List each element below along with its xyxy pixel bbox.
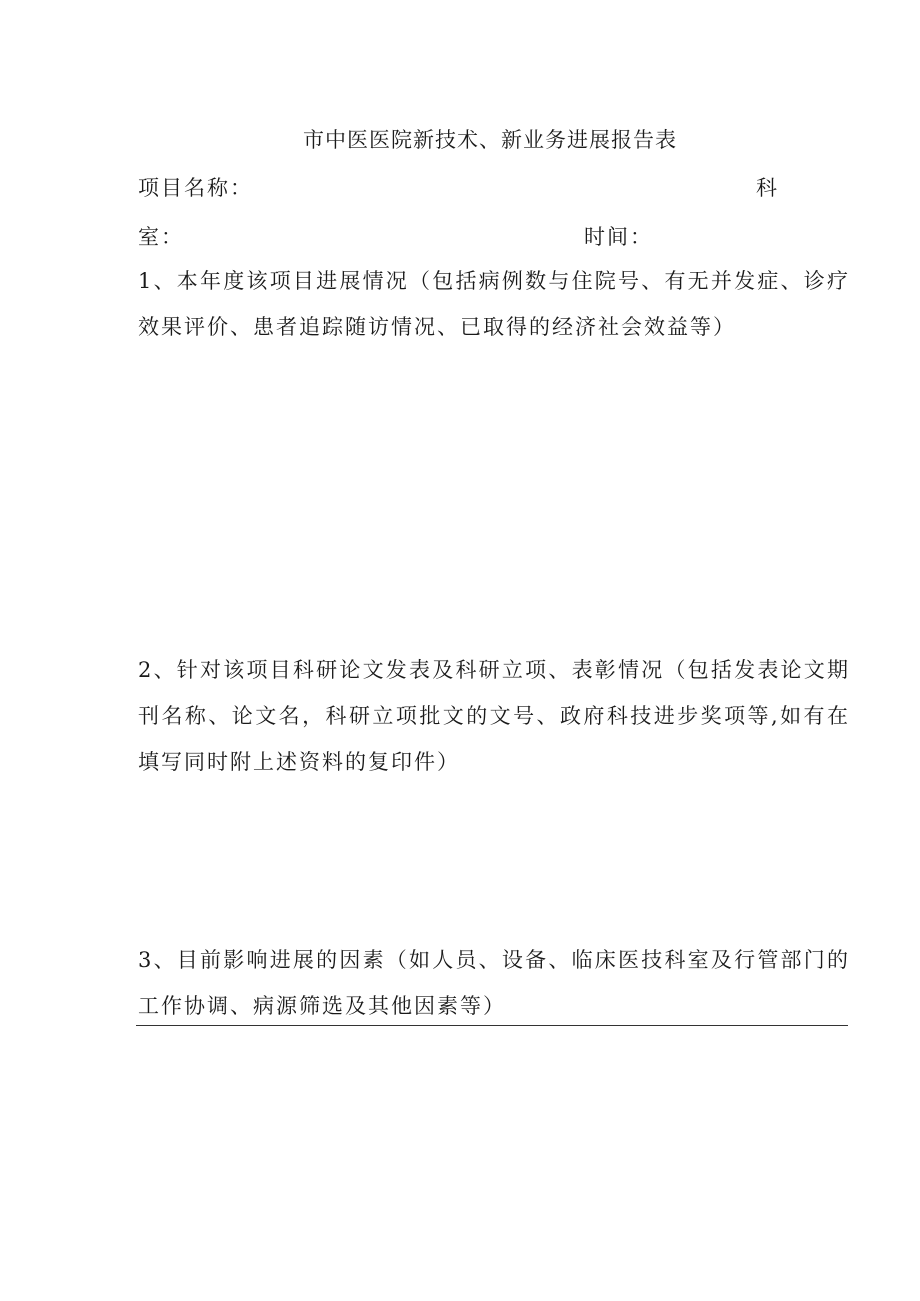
section-divider-line <box>136 1025 848 1026</box>
section-2-research: 2、针对该项目科研论文发表及科研立项、表彰情况（包括发表论文期刊名称、论文名，科研立项批文的文号、政府科技进步奖项等,如有在填写同时附上述资料的复印件） <box>138 658 850 774</box>
department-label-part1: 科 <box>756 176 779 200</box>
project-name-label: 项目名称： <box>138 176 253 200</box>
time-label: 时间： <box>584 225 653 249</box>
document-title: 市中医医院新技术、新业务进展报告表 <box>303 128 677 152</box>
section-1-progress: 1、本年度该项目进展情况（包括病例数与住院号、有无并发症、诊疗效果评价、患者追踪随访情况、已取得的经济社会效益等） <box>138 269 850 339</box>
section-3-factors: 3、目前影响进展的因素（如人员、设备、临床医技科室及行管部门的工作协调、病源筛选及其他因素等） <box>138 948 850 1018</box>
department-label-part2: 室： <box>138 225 184 249</box>
